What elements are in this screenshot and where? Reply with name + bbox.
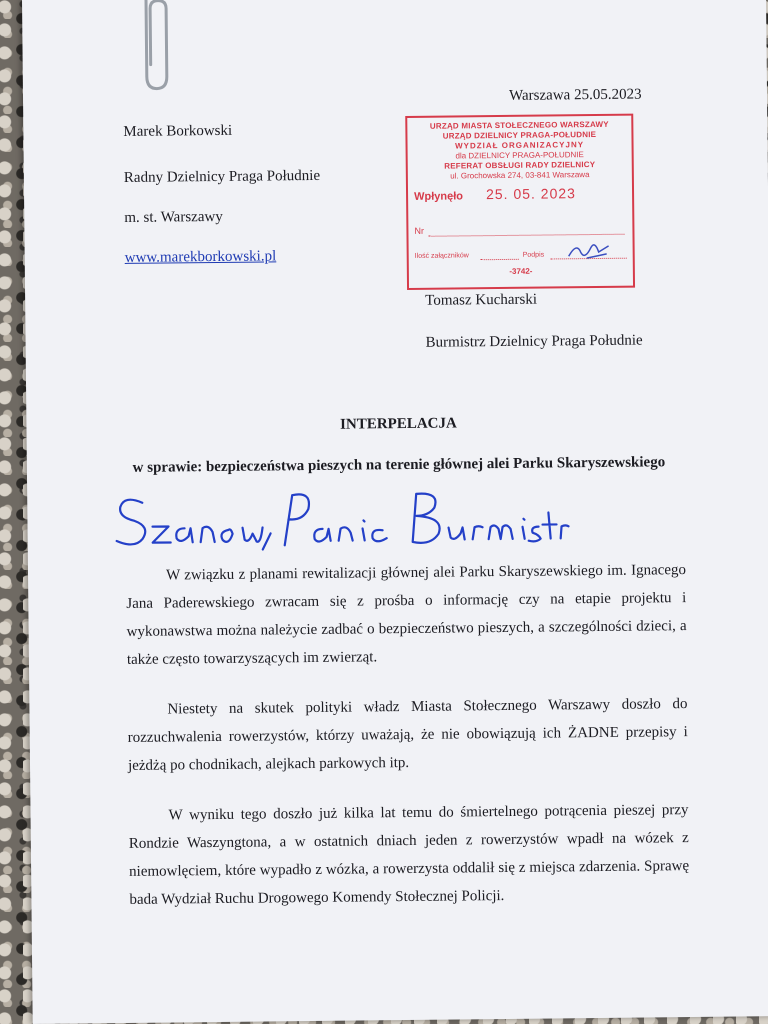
stamp-line: dla DZIELNICY PRAGA-POŁUDNIE <box>455 150 584 161</box>
stamp-nr-label: Nr <box>414 225 424 236</box>
stamp-line: ul. Grochowska 274, 03-841 Warszawa <box>450 170 590 181</box>
recipient-role: Burmistrz Dzielnicy Praga Południe <box>425 332 643 351</box>
stamp-received-label: Wpłynęło <box>414 190 464 203</box>
stamp-attachments-label: Ilość załączników <box>414 252 469 260</box>
document-subject: w sprawie: bezpieczeństwa pieszych na terenie głównej alei Parku Skaryszewskiego <box>132 454 666 476</box>
stamp-line: URZĄD DZIELNICY PRAGA-POŁUDNIE <box>442 129 597 141</box>
sender-website-link[interactable]: www.marekborkowski.pl <box>124 248 277 266</box>
stamp-line: REFERAT OBSŁUGI RADY DZIELNICY <box>444 160 596 171</box>
stamp-signature-label: Podpis <box>522 251 545 259</box>
registry-stamp <box>405 114 635 290</box>
body-paragraph: Niestety na skutek polityki władz Miasta Stołecznego Warszawy doszło do rozzuchwalenia rowerzystów, którzy uważają, że nie obowiązują ich ŻADNE przepisy i jeżdżą po chodnikach, alejkach parkowych itp. <box>127 696 688 774</box>
paperclip-icon <box>134 0 175 95</box>
stamp-received-date: 25. 05. 2023 <box>485 185 576 203</box>
letter-page <box>22 0 768 1024</box>
place-date: Warszawa 25.05.2023 <box>508 86 642 104</box>
sender-role: Radny Dzielnicy Praga Południe <box>123 167 321 186</box>
stamp-signature-scribble <box>565 238 615 265</box>
stamp-line: WYDZIAŁ ORGANIZACYJNY <box>455 140 585 151</box>
recipient-name: Tomasz Kucharski <box>425 291 538 309</box>
letter-body <box>126 556 690 936</box>
stamp-code: -3742- <box>509 266 533 276</box>
handwritten-salutation <box>112 482 573 557</box>
sender-city: m. st. Warszawy <box>124 208 223 226</box>
body-paragraph: W wyniku tego doszło już kilka lat temu do śmiertelnego potrącenia pieszej przy Rondzie Waszyngtona, a w ostatnich dniach jeden z rowerzystów wpadł na wózek z niemowlęciem, które wypadło z wózka, a rowerzysta oddalił się z miejsca zdarzenia. Sprawę bada Wydział Ruchu Drogowego Komendy Stołecznej Policji. <box>128 802 690 908</box>
sender-name: Marek Borkowski <box>123 122 233 140</box>
body-paragraph: W związku z planami rewitalizacji głównej alei Parku Skaryszewskiego im. Ignacego Jana Paderewskiego zwracam się z prośba o informację czy na etapie projektu i wykonawstwa można należycie zadbać o bezpieczeństwo pieszych, a szczególności dzieci, a także często towarzyszących im zwierząt. <box>126 562 687 668</box>
document-title: INTERPELACJA <box>340 415 457 433</box>
stamp-line: URZĄD MIASTA STOŁECZNEGO WARSZAWY <box>429 119 609 131</box>
